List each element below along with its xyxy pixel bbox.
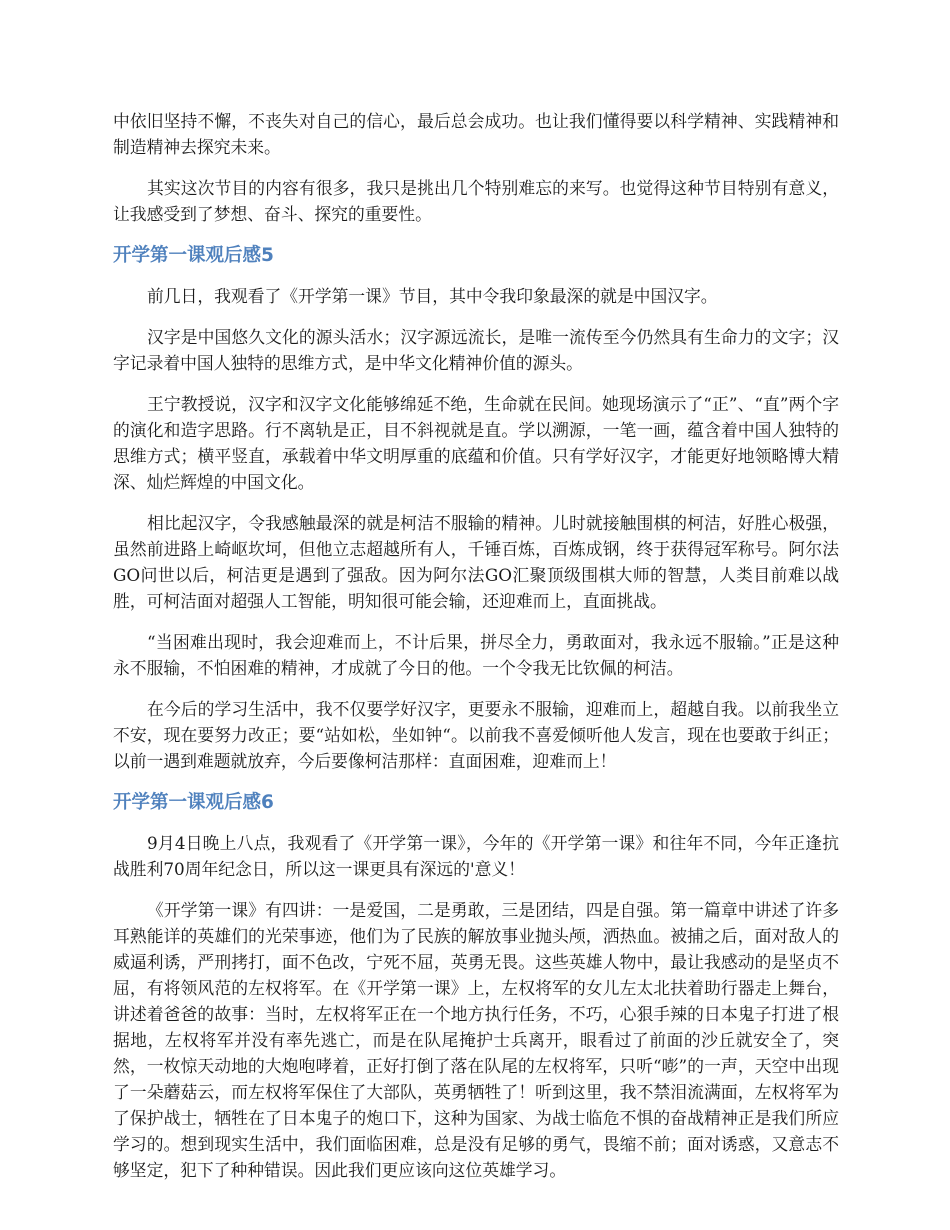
paragraph: “当困难出现时，我会迎难而上，不计后果，拼尽全力，勇敢面对，我永远不服输。”正是这种永不服输，不怕困难的精神，才成就了今日的他。一个令我无比钦佩的柯洁。 <box>113 632 839 678</box>
paragraph: 其实这次节目的内容有很多，我只是挑出几个特别难忘的来写。也觉得这种节目特别有意义，让我感受到了梦想、奋斗、探究的重要性。 <box>113 178 839 224</box>
paragraph: 9月4日晚上八点，我观看了《开学第一课》，今年的《开学第一课》和往年不同，今年正逢抗战胜利70周年纪念日，所以这一课更具有深远的'意义！ <box>113 833 839 879</box>
paragraph: 汉字是中国悠久文化的源头活水；汉字源远流长，是唯一流传至今仍然具有生命力的文字；汉字记录着中国人独特的思维方式，是中华文化精神价值的源头。 <box>113 327 839 373</box>
section-heading: 开学第一课观后感5 <box>113 245 274 266</box>
paragraph: 相比起汉字，令我感触最深的就是柯洁不服输的精神。儿时就接触围棋的柯洁，好胜心极强，虽然前进路上崎岖坎坷，但他立志超越所有人，千锤百炼，百炼成钢，终于获得冠军称号。阿尔法GO问世以后，柯洁更是遇到了强敌。因为阿尔法GO汇聚顶级围棋大师的智慧，人类目前难以战胜，可柯洁面对超强人工智能，明知很可能会输，还迎难而上，直面挑战。 <box>113 513 839 611</box>
paragraph: 《开学第一课》有四讲：一是爱国，二是勇敢，三是团结，四是自强。第一篇章中讲述了许多耳熟能详的英雄们的光荣事迹，他们为了民族的解放事业抛头颅，洒热血。被捕之后，面对敌人的威逼利诱，严刑拷打，面不色改，宁死不屈，英勇无畏。这些英雄人物中，最让我感动的是坚贞不屈，有将领风范的左权将军。在《开学第一课》上，左权将军的女儿左太北扶着助行器走上舞台，讲述着爸爸的故事：当时，左权将军正在一个地方执行任务，不巧，心狠手辣的日本鬼子打进了根据地，左权将军并没有率先逃亡，而是在队尾掩护士兵离开，眼看过了前面的沙丘就安全了，突然，一枚惊天动地的大炮咆哮着，正好打倒了落在队尾的左权将军，只听“嘭”的一声，天空中出现了一朵蘑菇云，而左权将军保住了大部队，英勇牺牲了！听到这里，我不禁泪流满面，左权将军为了保护战士，牺牲在了日本鬼子的炮口下，这种为国家、为战士临危不惧的奋战精神正是我们所应学习的。想到现实生活中，我们面临困难，总是没有足够的勇气，畏缩不前；面对诱惑，又意志不够坚定，犯下了种种错误。因此我们更应该向这位英雄学习。 <box>113 900 839 1180</box>
paragraph: 在今后的学习生活中，我不仅要学好汉字，更要永不服输，迎难而上，超越自我。以前我坐立不安，现在要努力改正；要“站如松，坐如钟“。以前我不喜爱倾听他人发言，现在也要敢于纠正；以前一遇到难题就放弃，今后要像柯洁那样：直面困难，迎难而上！ <box>113 699 839 771</box>
section-heading: 开学第一课观后感6 <box>113 792 274 813</box>
paragraph: 前几日，我观看了《开学第一课》节目，其中令我印象最深的就是中国汉字。 <box>147 286 718 306</box>
document-page <box>113 108 839 1198</box>
paragraph: 王宁教授说，汉字和汉字文化能够绵延不绝，生命就在民间。她现场演示了“正”、“直”两个字的演化和造字思路。行不离轨是正，目不斜视就是直。学以溯源，一笔一画，蕴含着中国人独特的思维方式；横平竖直，承载着中华文明厚重的底蕴和价值。只有学好汉字，才能更好地领略博大精深、灿烂辉煌的中国文化。 <box>113 394 839 492</box>
paragraph: 中依旧坚持不懈，不丧失对自己的信心，最后总会成功。也让我们懂得要以科学精神、实践精神和制造精神去探究未来。 <box>113 111 839 157</box>
